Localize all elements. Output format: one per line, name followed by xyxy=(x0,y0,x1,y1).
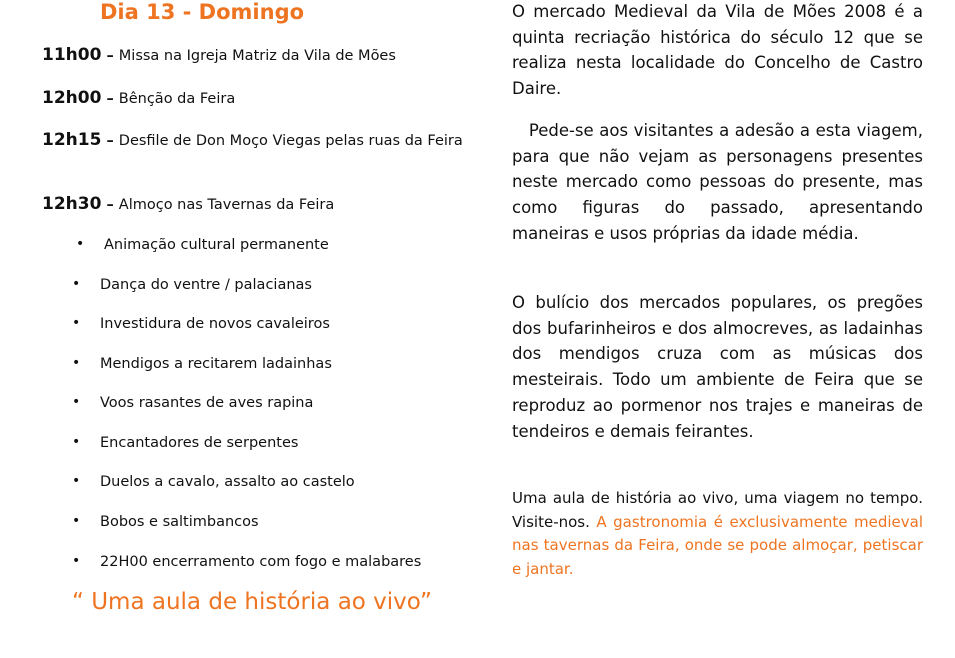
list-item-text: Investidura de novos cavaleiros xyxy=(100,316,330,332)
article-paragraph: O mercado Medieval da Vila de Mões 2008 é a quinta recriação histórica do século 12 que se realiza nesta localidade do Concelho de Castro Daire. xyxy=(512,2,923,99)
list-item-text: Encantadores de serpentes xyxy=(100,435,299,451)
list-item xyxy=(72,394,314,411)
bullet-icon: • xyxy=(72,394,81,410)
schedule-item xyxy=(42,129,482,152)
schedule-item xyxy=(42,87,482,110)
bullet-icon: • xyxy=(76,236,85,252)
bullet-icon: • xyxy=(72,473,81,489)
schedule-text: Almoço nas Tavernas da Feira xyxy=(118,197,335,213)
schedule-text: Desfile de Don Moço Viegas pelas ruas da Feira xyxy=(118,133,463,149)
schedule-time: 12h15 xyxy=(42,130,102,150)
list-item xyxy=(72,276,312,293)
schedule-item xyxy=(42,44,482,67)
article-paragraph: O bulício dos mercados populares, os pregões dos bufarinheiros e dos almocreves, as ladainhas dos mendigos cruza com as músicas dos mesteirais. Todo um ambiente de Feira que se reproduz ao pormenor nos trajes e maneiras de tendeiros e demais feirantes. xyxy=(512,293,923,441)
schedule-separator: – xyxy=(101,133,119,149)
list-item-text: Mendigos a recitarem ladainhas xyxy=(100,356,332,372)
closing-text: Uma aula de história ao vivo, uma viagem no tempo. Visite-nos. xyxy=(512,489,923,531)
list-item xyxy=(72,513,259,530)
schedule-item xyxy=(42,193,482,216)
schedule-text: Bênção da Feira xyxy=(118,91,236,107)
bullet-icon: • xyxy=(72,513,81,529)
schedule-time: 11h00 xyxy=(42,45,102,65)
schedule-text: Missa na Igreja Matriz da Vila de Mões xyxy=(118,48,396,64)
gastronomy-highlight: A gastronomia é exclusivamente medieval nas tavernas da Feira, onde se pode almoçar, petiscar e jantar. xyxy=(512,512,923,578)
list-item-text: Bobos e saltimbancos xyxy=(100,514,259,530)
list-item xyxy=(72,473,355,490)
schedule-separator: – xyxy=(101,197,119,213)
bullet-icon: • xyxy=(72,434,81,450)
schedule-separator: – xyxy=(101,48,119,64)
list-item xyxy=(76,236,329,253)
list-item xyxy=(72,434,299,451)
closing-paragraph xyxy=(512,487,923,581)
slogan-quote: “ Uma aula de história ao vivo” xyxy=(72,589,432,615)
list-item-text: Animação cultural permanente xyxy=(104,237,329,253)
article-paragraph: Pede-se aos visitantes a adesão a esta viagem, para que não vejam as personagens presentes neste mercado como pessoas do presente, mas como figuras do passado, apresentando maneiras e usos próprias da idade média. xyxy=(512,121,929,243)
schedule-time: 12h30 xyxy=(42,194,102,214)
list-item xyxy=(72,315,330,332)
day-title: Dia 13 - Domingo xyxy=(100,0,305,24)
list-item-text: Duelos a cavalo, assalto ao castelo xyxy=(100,474,355,490)
bullet-icon: • xyxy=(72,355,81,371)
list-item-text: 22H00 encerramento com fogo e malabares xyxy=(100,554,422,570)
bullet-icon: • xyxy=(72,276,81,292)
list-item-text: Dança do ventre / palacianas xyxy=(100,277,312,293)
bullet-icon: • xyxy=(72,315,81,331)
list-item-text: Voos rasantes de aves rapina xyxy=(100,395,314,411)
schedule-time: 12h00 xyxy=(42,88,102,108)
list-item xyxy=(72,553,422,570)
schedule-separator: – xyxy=(101,91,119,107)
bullet-icon: • xyxy=(72,553,81,569)
list-item xyxy=(72,355,332,372)
